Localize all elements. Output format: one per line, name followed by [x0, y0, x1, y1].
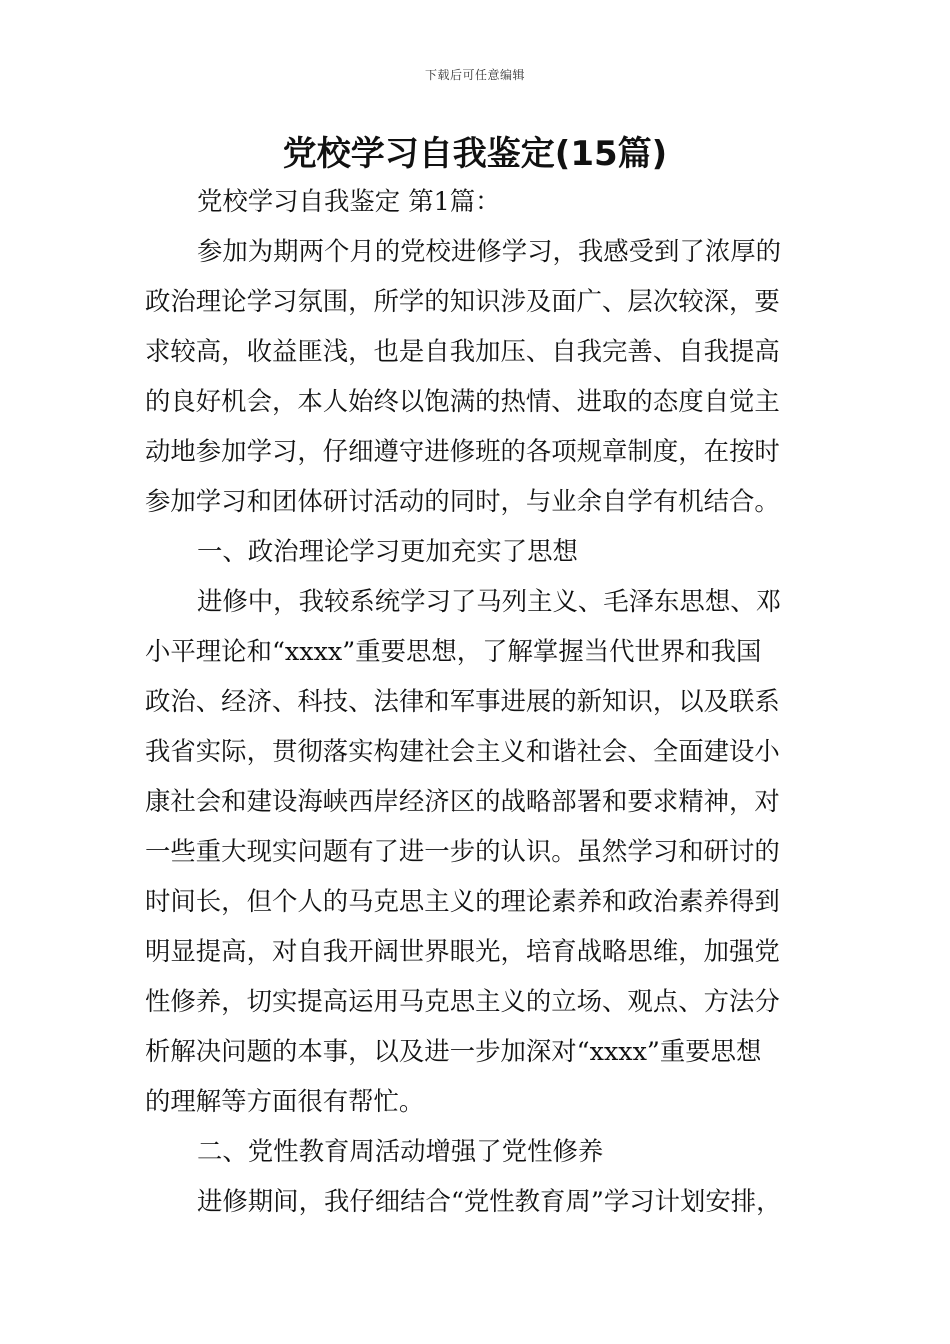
- text-line: 政治、经济、科技、法律和军事进展的新知识，以及联系: [145, 686, 780, 716]
- text-line: 参加学习和团体研讨活动的同时，与业余自学有机结合。: [145, 486, 780, 516]
- text-line: 小平理论和“xxxx”重要思想，了解掌握当代世界和我国: [145, 636, 762, 666]
- text-line: 党校学习自我鉴定 第1篇：: [197, 186, 501, 216]
- text-line: 一、政治理论学习更加充实了思想: [197, 536, 578, 566]
- text-line: 的理解等方面很有帮忙。: [145, 1086, 425, 1116]
- text-line: 性修养，切实提高运用马克思主义的立场、观点、方法分: [145, 986, 780, 1016]
- text-line: 我省实际，贯彻落实构建社会主义和谐社会、全面建设小: [145, 736, 780, 766]
- document-title: 党校学习自我鉴定(15篇): [282, 134, 668, 174]
- text-line: 的良好机会，本人始终以饱满的热情、进取的态度自觉主: [145, 386, 780, 416]
- text-line: 进修期间，我仔细结合“党性教育周”学习计划安排，: [197, 1186, 782, 1216]
- text-line: 一些重大现实问题有了进一步的认识。虽然学习和研讨的: [145, 836, 780, 866]
- text-line: 时间长，但个人的马克思主义的理论素养和政治素养得到: [145, 886, 780, 916]
- text-line: 参加为期两个月的党校进修学习，我感受到了浓厚的: [197, 236, 781, 266]
- text-line: 明显提高，对自我开阔世界眼光，培育战略思维，加强党: [145, 936, 780, 966]
- text-line: 政治理论学习氛围，所学的知识涉及面广、层次较深，要: [145, 286, 780, 316]
- body-text: [145, 176, 813, 1226]
- header-note: 下载后可任意编辑: [424, 68, 525, 82]
- text-line: 求较高，收益匪浅，也是自我加压、自我完善、自我提高: [145, 336, 780, 366]
- text-line: 进修中，我较系统学习了马列主义、毛泽东思想、邓: [197, 586, 781, 616]
- text-line: 动地参加学习，仔细遵守进修班的各项规章制度，在按时: [145, 436, 780, 466]
- text-line: 康社会和建设海峡西岸经济区的战略部署和要求精神，对: [145, 786, 780, 816]
- text-line: 析解决问题的本事，以及进一步加深对“xxxx”重要思想: [145, 1036, 762, 1066]
- text-line: 二、党性教育周活动增强了党性修养: [197, 1136, 604, 1166]
